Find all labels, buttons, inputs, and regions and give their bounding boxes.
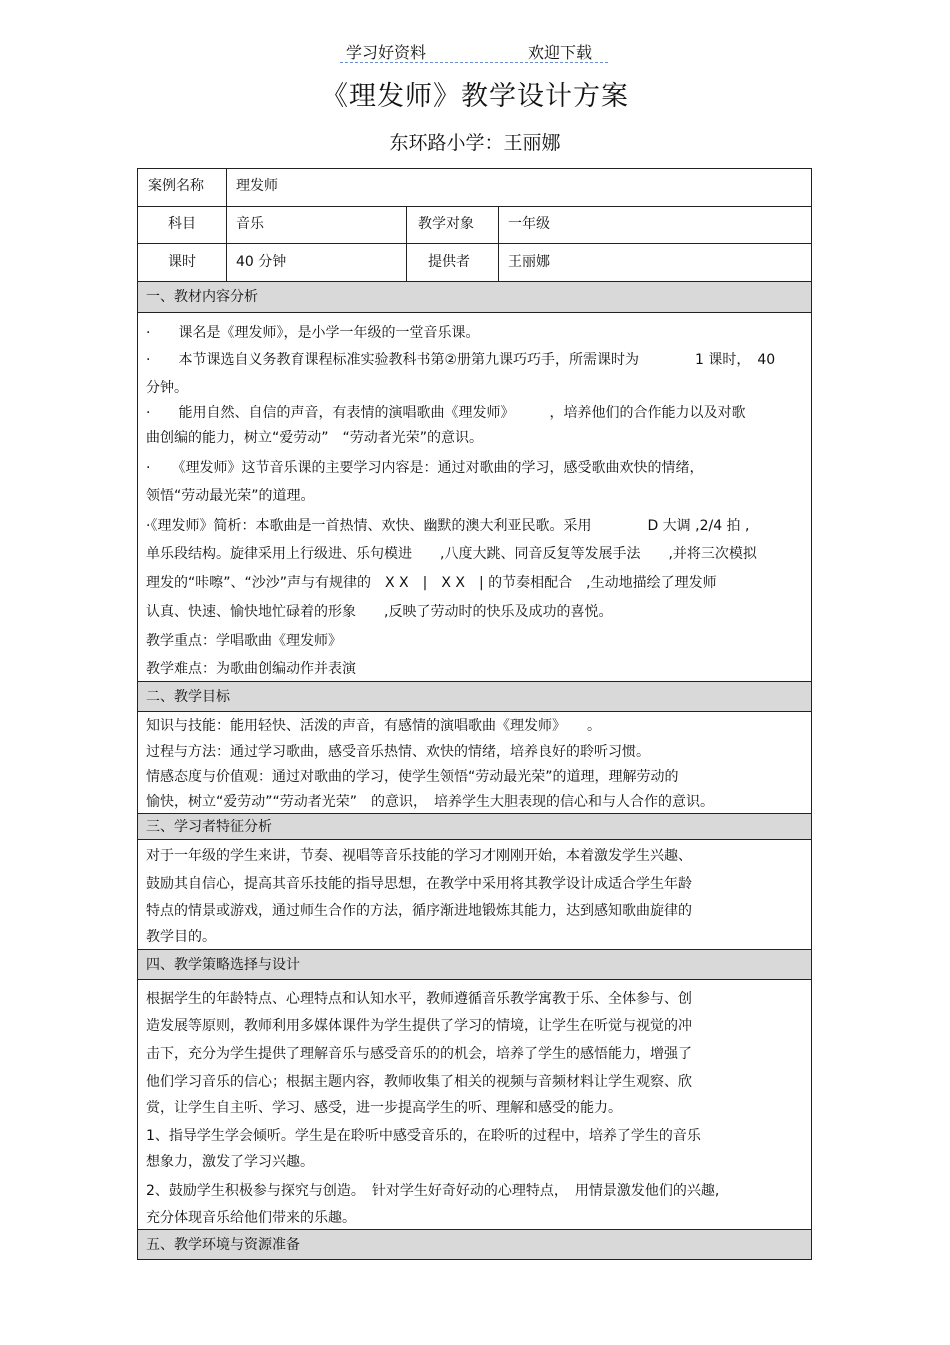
section-1-line: 分钟。 (146, 380, 188, 396)
row-divider (138, 206, 811, 207)
section-3-line: 对于一年级的学生来讲，节奏、视唱等音乐技能的学习才刚刚开始，本着激发学生兴趣、 (146, 848, 692, 864)
case-name-value: 理发师 (236, 178, 278, 194)
section-1-line: · 能用自然、自信的声音，有表情的演唱歌曲《理发师》 ，培养他们的合作能力以及对歌 (146, 405, 746, 421)
section-1-line: · 《理发师》这节音乐课的主要学习内容是：通过对歌曲的学习，感受歌曲欢快的情绪， (146, 460, 704, 476)
lesson-plan-table (137, 168, 812, 1260)
section-1-line: 理发的“咔嚓”、“沙沙”声与有规律的 X X | X X | 的节奏相配合 ,生动地描绘了理发师 (146, 575, 717, 591)
section-header-3: 三、学习者特征分析 (138, 813, 811, 840)
section-header-2: 二、教学目标 (138, 681, 811, 712)
row-divider (138, 243, 811, 244)
case-name-label: 案例名称 (148, 178, 204, 194)
provider-label: 提供者 (428, 254, 470, 270)
section-2-line: 愉快，树立“爱劳动”“劳动者光荣” 的意识， 培养学生大胆表现的信心和与人合作的意识。 (146, 794, 715, 810)
header-divider (340, 62, 608, 63)
subject-label: 科目 (168, 216, 196, 232)
section-4-line: 根据学生的年龄特点、心理特点和认知水平，教师遵循音乐教学寓教于乐、全体参与、创 (146, 991, 692, 1007)
section-1-line: 单乐段结构。旋律采用上行级进、乐句模进 ,八度大跳、同音反复等发展手法 ,并将三次模拟 (146, 546, 757, 562)
audience-value: 一年级 (508, 216, 550, 232)
section-4-line: 想象力，激发了学习兴趣。 (146, 1154, 314, 1170)
section-1-line: 教学重点：学唱歌曲《理发师》 (146, 633, 342, 649)
audience-label: 教学对象 (418, 216, 474, 232)
section-1-line: ·《理发师》简析：本歌曲是一首热情、欢快、幽默的澳大利亚民歌。采用 D 大调 ,2/4 拍 , (146, 518, 750, 534)
section-2-line: 过程与方法：通过学习歌曲，感受音乐热情、欢快的情绪，培养良好的聆听习惯。 (146, 744, 650, 760)
section-4-line: 2、鼓励学生积极参与探究与创造。 针对学生好奇好动的心理特点， 用情景激发他们的兴趣, (146, 1183, 720, 1199)
header-right-text: 欢迎下载 (528, 43, 593, 62)
section-4-line: 充分体现音乐给他们带来的乐趣。 (146, 1210, 356, 1226)
section-1-line: 领悟“劳动最光荣”的道理。 (146, 488, 315, 504)
subject-value: 音乐 (236, 216, 264, 232)
header-left-text: 学习好资料 (346, 43, 427, 62)
section-1-line: · 课名是《理发师》，是小学一年级的一堂音乐课。 (146, 325, 480, 341)
section-1-line: · 本节课选自义务教育课程标准实验教科书第②册第九课巧巧手，所需课时为 1 课时， 40 (146, 352, 776, 368)
section-4-line: 他们学习音乐的信心；根据主题内容，教师收集了相关的视频与音频材料让学生观察、欣 (146, 1074, 692, 1090)
section-1-line: 教学难点：为歌曲创编动作并表演 (146, 661, 356, 677)
section-3-line: 教学目的。 (146, 929, 216, 945)
section-4-line: 造发展等原则，教师利用多媒体课件为学生提供了学习的情境，让学生在听觉与视觉的冲 (146, 1018, 692, 1034)
section-3-line: 特点的情景或游戏，通过师生合作的方法，循序渐进地锻炼其能力，达到感知歌曲旋律的 (146, 903, 692, 919)
section-1-line: 认真、快速、愉快地忙碌着的形象 ,反映了劳动时的快乐及成功的喜悦。 (146, 604, 613, 620)
document-title: 《理发师》教学设计方案 (321, 81, 629, 112)
section-2-line: 知识与技能：能用轻快、活泼的声音，有感情的演唱歌曲《理发师》 。 (146, 718, 601, 734)
hours-value: 40 分钟 (236, 254, 287, 270)
document-subtitle: 东环路小学：王丽娜 (389, 132, 561, 154)
section-1-line: 曲创编的能力，树立“爱劳动” “劳动者光荣”的意识。 (146, 430, 484, 446)
section-header-4: 四、教学策略选择与设计 (138, 949, 811, 980)
section-4-line: 击下，充分为学生提供了理解音乐与感受音乐的的机会，培养了学生的感悟能力，增强了 (146, 1046, 692, 1062)
provider-value: 王丽娜 (508, 254, 550, 270)
section-3-line: 鼓励其自信心，提高其音乐技能的指导思想，在教学中采用将其教学设计成适合学生年龄 (146, 876, 692, 892)
section-header-5: 五、教学环境与资源准备 (138, 1229, 811, 1259)
section-header-1: 一、教材内容分析 (138, 282, 811, 313)
hours-label: 课时 (168, 254, 196, 270)
section-4-line: 赏，让学生自主听、学习、感受，进一步提高学生的听、理解和感受的能力。 (146, 1100, 622, 1116)
col-divider-1 (226, 169, 227, 281)
section-2-line: 情感态度与价值观：通过对歌曲的学习，使学生领悟“劳动最光荣”的道理，理解劳动的 (146, 769, 679, 785)
section-4-line: 1、指导学生学会倾听。学生是在聆听中感受音乐的，在聆听的过程中，培养了学生的音乐 (146, 1128, 701, 1144)
